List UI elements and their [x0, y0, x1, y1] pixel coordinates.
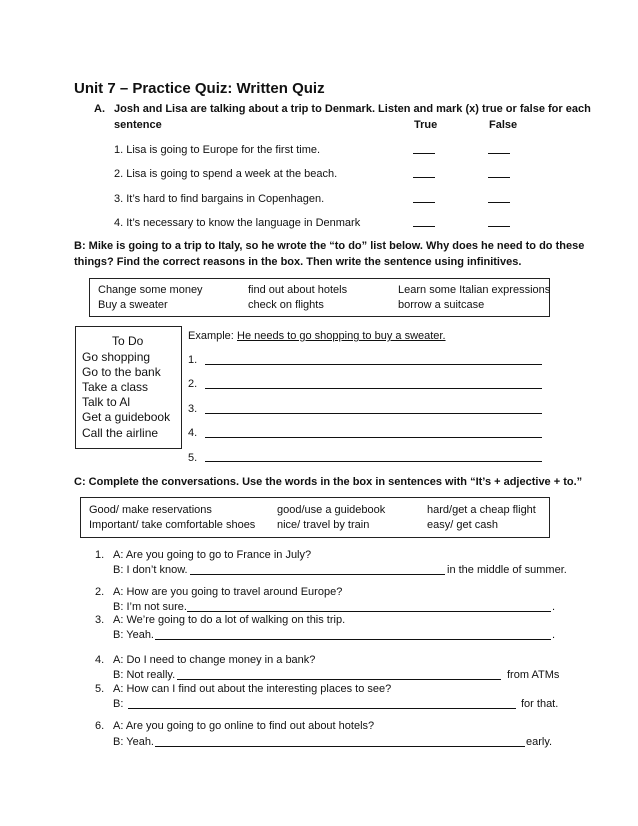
conversation-answer-end: early.	[526, 736, 553, 748]
answer-line-4[interactable]	[205, 437, 542, 438]
word-item: Important/ take comfortable shoes	[89, 519, 256, 531]
false-blank-3[interactable]	[488, 202, 510, 203]
answer-number: 4.	[188, 427, 198, 439]
example-sentence: He needs to go shopping to buy a sweater.	[237, 330, 446, 342]
reason-item: Buy a sweater	[98, 299, 168, 311]
conversation-number: 6.	[95, 720, 105, 732]
reason-item: Learn some Italian expressions	[398, 284, 551, 296]
todo-title: To Do	[112, 334, 144, 348]
answer-line-1[interactable]	[205, 364, 542, 365]
answer-number: 5.	[188, 452, 198, 464]
false-blank-1[interactable]	[488, 153, 510, 154]
word-item: hard/get a cheap flight	[427, 504, 536, 516]
conversation-answer-start: B:	[113, 698, 124, 710]
reason-item: borrow a suitcase	[398, 299, 485, 311]
word-item: good/use a guidebook	[277, 504, 386, 516]
conversation-blank-6[interactable]	[155, 746, 525, 747]
conversation-answer-start: B: Yeah.	[113, 736, 154, 748]
true-blank-2[interactable]	[413, 177, 435, 178]
conversation-blank-2[interactable]	[187, 611, 551, 612]
todo-item: Go shopping	[82, 350, 151, 364]
conversation-number: 3.	[95, 614, 105, 626]
false-column-header: False	[489, 119, 518, 131]
true-blank-3[interactable]	[413, 202, 435, 203]
true-blank-1[interactable]	[413, 153, 435, 154]
true-column-header: True	[414, 119, 438, 131]
reason-item: find out about hotels	[248, 284, 348, 296]
todo-item: Call the airline	[82, 426, 159, 440]
conversation-blank-4[interactable]	[177, 679, 501, 680]
conversation-question: A: Do I need to change money in a bank?	[113, 654, 316, 666]
conversation-answer-end: from ATMs	[507, 669, 560, 681]
todo-item: Get a guidebook	[82, 410, 171, 424]
word-item: easy/ get cash	[427, 519, 498, 531]
conversation-answer-end: .	[552, 601, 556, 613]
reason-item: check on flights	[248, 299, 324, 311]
conversation-question: A: Are you going to go to France in July?	[113, 549, 312, 561]
section-b-instruction-1: B: Mike is going to a trip to Italy, so he wrote the “to do” list below. Why does he need to do these	[74, 240, 585, 252]
section-b-instruction-2: things? Find the correct reasons in the box. Then write the sentence using infinitives.	[74, 256, 522, 268]
todo-item: Take a class	[82, 380, 149, 394]
conversation-blank-1[interactable]	[190, 574, 445, 575]
example-label: Example:	[188, 330, 234, 342]
answer-line-2[interactable]	[205, 388, 542, 389]
conversation-question: A: How can I find out about the interesting places to see?	[113, 683, 392, 695]
false-blank-2[interactable]	[488, 177, 510, 178]
conversation-number: 1.	[95, 549, 105, 561]
answer-line-3[interactable]	[205, 413, 542, 414]
false-blank-4[interactable]	[488, 226, 510, 227]
answer-number: 1.	[188, 354, 198, 366]
conversation-number: 5.	[95, 683, 105, 695]
word-item: Good/ make reservations	[89, 504, 212, 516]
answer-line-5[interactable]	[205, 461, 542, 462]
conversation-answer-end: for that.	[521, 698, 559, 710]
section-c-instruction: C: Complete the conversations. Use the words in the box in sentences with “It’s + adjective + to.”	[74, 476, 583, 488]
conversation-answer-start: B: Yeah.	[113, 629, 154, 641]
answer-number: 2.	[188, 378, 198, 390]
answer-number: 3.	[188, 403, 198, 415]
section-a-prefix: A.	[94, 103, 105, 115]
conversation-question: A: Are you going to go online to find out about hotels?	[113, 720, 375, 732]
todo-item: Go to the bank	[82, 365, 161, 379]
reason-item: Change some money	[98, 284, 203, 296]
page-title: Unit 7 – Practice Quiz: Written Quiz	[74, 80, 325, 97]
conversation-number: 4.	[95, 654, 105, 666]
conversation-answer-start: B: I’m not sure.	[113, 601, 187, 613]
statement-3: 3. It’s hard to find bargains in Copenhagen.	[114, 193, 325, 205]
statement-4: 4. It’s necessary to know the language in Denmark	[114, 217, 361, 229]
word-item: nice/ travel by train	[277, 519, 370, 531]
section-a-instruction-1: Josh and Lisa are talking about a trip to Denmark. Listen and mark (x) true or false for each	[114, 103, 591, 115]
conversation-blank-3[interactable]	[155, 639, 551, 640]
conversation-answer-end: in the middle of summer.	[447, 564, 567, 576]
conversation-answer-end: .	[552, 629, 556, 641]
conversation-question: A: We’re going to do a lot of walking on this trip.	[113, 614, 346, 626]
conversation-number: 2.	[95, 586, 105, 598]
conversation-answer-start: B: I don’t know.	[113, 564, 188, 576]
statement-2: 2. Lisa is going to spend a week at the beach.	[114, 168, 338, 180]
conversation-answer-start: B: Not really.	[113, 669, 176, 681]
statement-1: 1. Lisa is going to Europe for the first time.	[114, 144, 321, 156]
conversation-blank-5[interactable]	[128, 708, 516, 709]
true-blank-4[interactable]	[413, 226, 435, 227]
section-a-instruction-2: sentence	[114, 119, 162, 131]
todo-item: Talk to Al	[82, 395, 131, 409]
conversation-question: A: How are you going to travel around Europe?	[113, 586, 343, 598]
